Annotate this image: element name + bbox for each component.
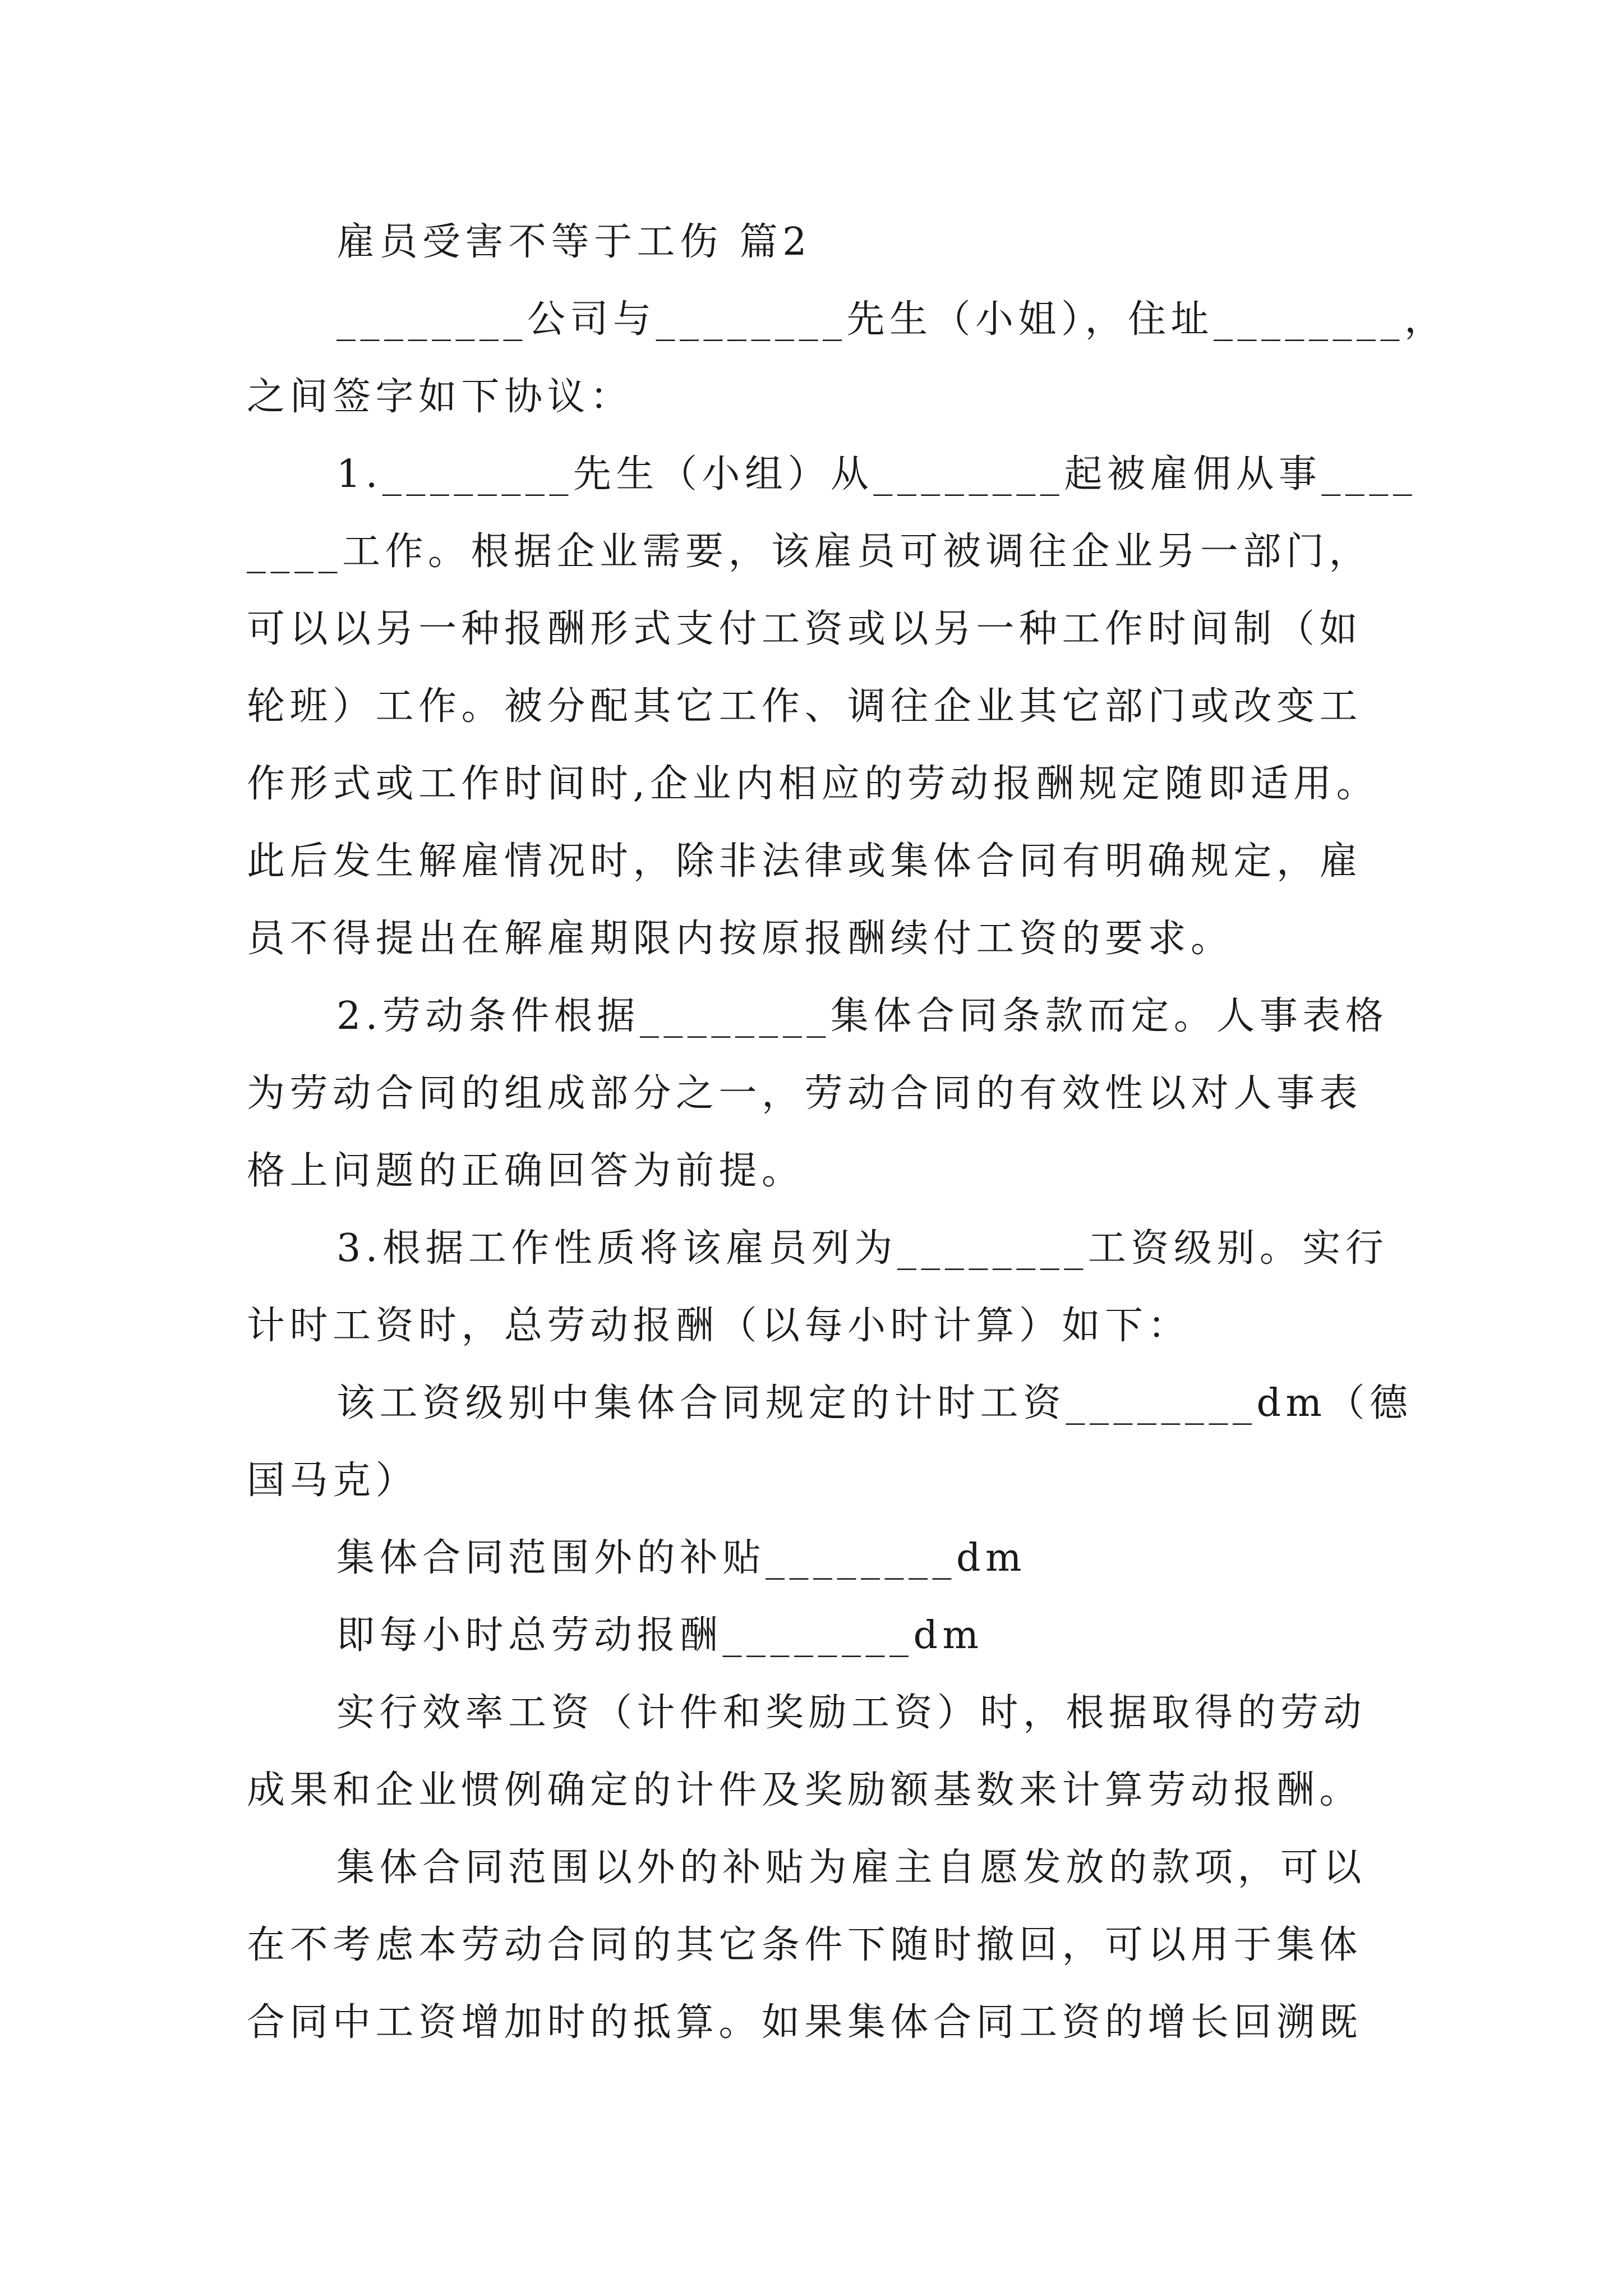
paragraph-line: 轮班）工作。被分配其它工作、调往企业其它部门或改变工 (247, 684, 1363, 729)
paragraph-line: 计时工资时，总劳动报酬（以每小时计算）如下： (247, 1304, 1191, 1348)
wage-line: 该工资级别中集体合同规定的计时工资________dm（德 (336, 1381, 1413, 1425)
allowance-line: 集体合同范围外的补贴________dm (336, 1536, 1027, 1580)
paragraph-line: ________公司与________先生（小姐），住址________， (336, 297, 1447, 342)
section-title: 雇员受害不等于工伤 篇2 (336, 220, 811, 264)
paragraph-line: 可以以另一种报酬形式支付工资或以另一种工作时间制（如 (247, 607, 1363, 651)
paragraph-line: 在不考虑本劳动合同的其它条件下随时撤回，可以用于集体 (247, 1923, 1363, 1967)
paragraph-line: 员不得提出在解雇期限内按原报酬续付工资的要求。 (247, 917, 1234, 961)
paragraph-line: 作形式或工作时间时,企业内相应的劳动报酬规定随即适用。 (247, 762, 1380, 806)
clause-1-line: 1.________先生（小组）从________起被雇佣从事____ (336, 452, 1417, 496)
clause-2-line: 2.劳动条件根据________集体合同条款而定。人事表格 (336, 994, 1389, 1038)
paragraph-line: 合同中工资增加时的抵算。如果集体合同工资的增长回溯既 (247, 2000, 1363, 2045)
paragraph-line: 为劳动合同的组成部分之一，劳动合同的有效性以对人事表 (247, 1071, 1363, 1116)
paragraph-line: 集体合同范围以外的补贴为雇主自愿发放的款项，可以 (336, 1846, 1367, 1890)
paragraph-line: ____工作。根据企业需要，该雇员可被调往企业另一部门， (247, 530, 1372, 574)
paragraph-line: 国马克） (247, 1458, 419, 1503)
paragraph-line: 之间签字如下协议： (247, 375, 633, 419)
clause-3-line: 3.根据工作性质将该雇员列为________工资级别。实行 (336, 1226, 1389, 1271)
paragraph-line: 此后发生解雇情况时，除非法律或集体合同有明确规定，雇 (247, 839, 1363, 884)
paragraph-line: 实行效率工资（计件和奖励工资）时，根据取得的劳动 (336, 1691, 1367, 1735)
total-pay-line: 即每小时总劳动报酬________dm (336, 1613, 984, 1658)
paragraph-line: 格上问题的正确回答为前提。 (247, 1149, 805, 1193)
paragraph-line: 成果和企业惯例确定的计件及奖励额基数来计算劳动报酬。 (247, 1768, 1363, 1812)
